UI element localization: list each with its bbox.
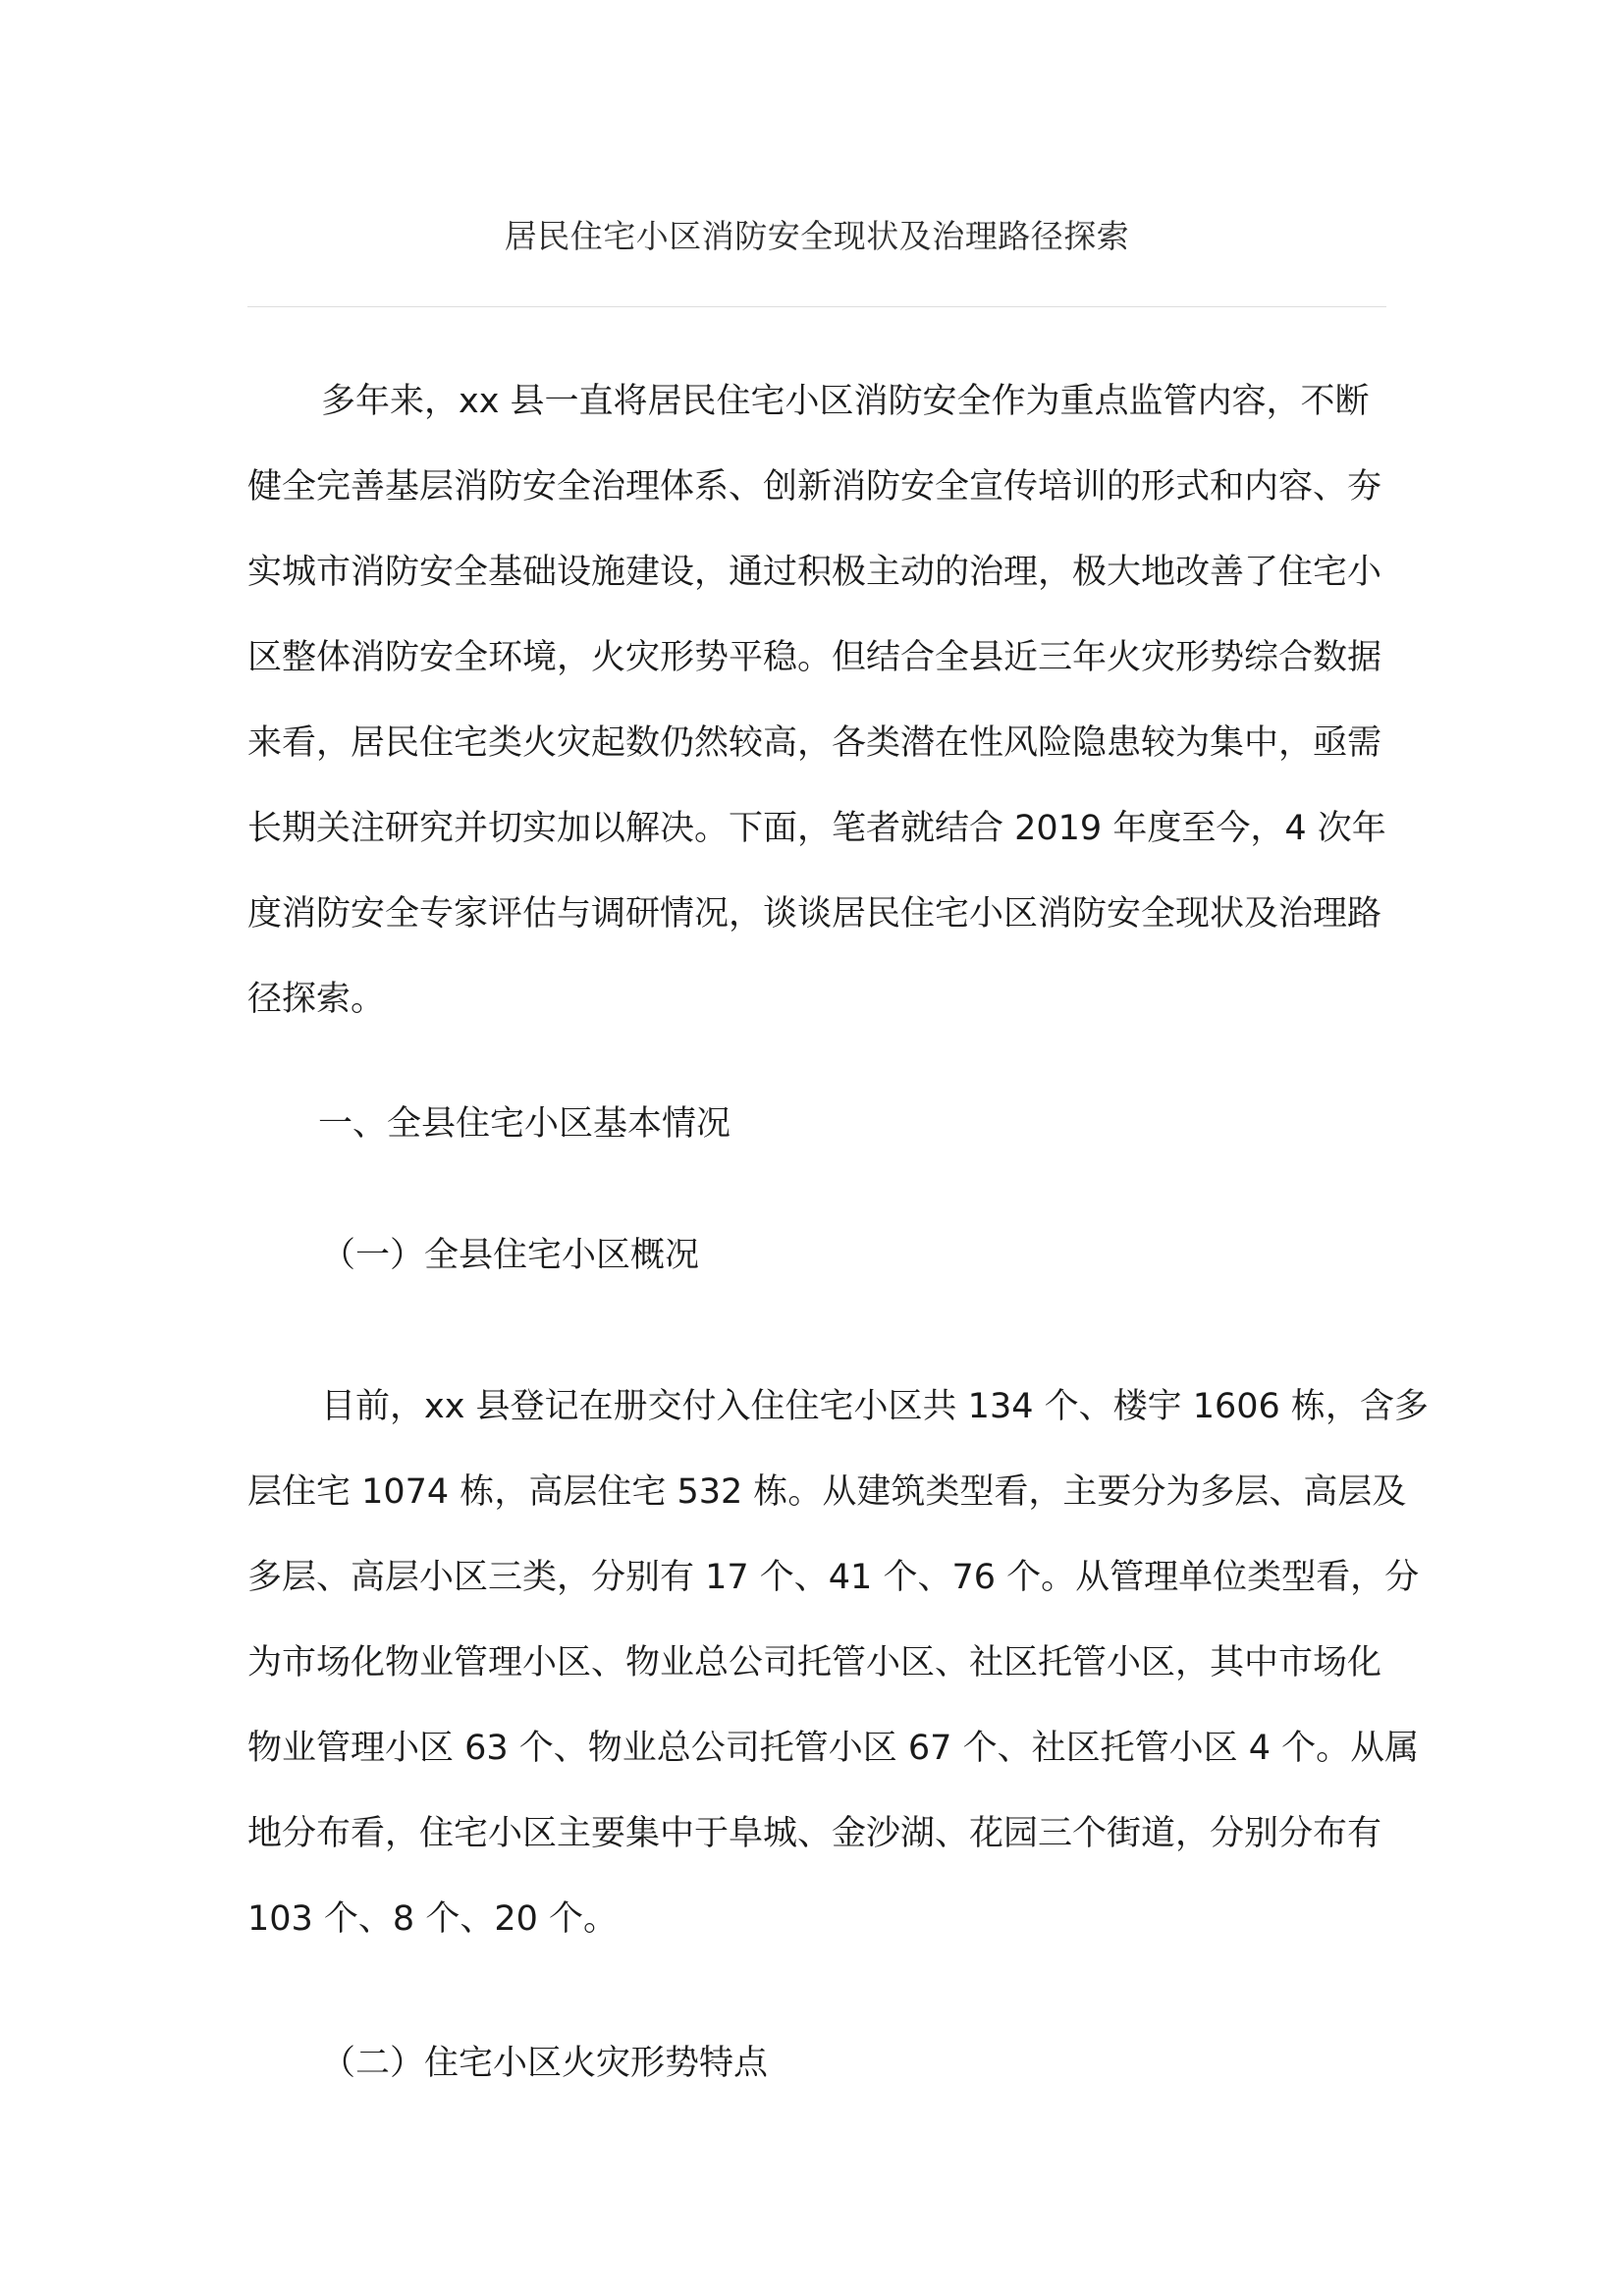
overview-paragraph xyxy=(247,1364,1429,1962)
section-heading: 一、全县住宅小区基本情况 xyxy=(318,1104,731,1144)
intro-paragraph xyxy=(247,359,1386,1042)
paragraph-line: 实城市消防安全基础设施建设，通过积极主动的治理，极大地改善了住宅小 xyxy=(247,553,1382,592)
paragraph-line: 103 个、8 个、20 个。 xyxy=(247,1899,618,1939)
paragraph-line: 层住宅 1074 栋，高层住宅 532 栋。从建筑类型看，主要分为多层、高层及 xyxy=(247,1472,1407,1512)
subsection-heading: （二）住宅小区火灾形势特点 xyxy=(321,2044,769,2083)
paragraph-line: 径探索。 xyxy=(247,980,386,1019)
paragraph-line: 区整体消防安全环境，火灾形势平稳。但结合全县近三年火灾形势综合数据 xyxy=(247,638,1382,677)
paragraph-line: 物业管理小区 63 个、物业总公司托管小区 67 个、社区托管小区 4 个。从属 xyxy=(247,1729,1420,1768)
paragraph-line: 多层、高层小区三类，分别有 17 个、41 个、76 个。从管理单位类型看，分 xyxy=(247,1558,1420,1597)
paragraph-line: 健全完善基层消防安全治理体系、创新消防安全宣传培训的形式和内容、夯 xyxy=(247,467,1382,507)
title-divider xyxy=(247,306,1386,307)
subsection-heading: （一）全县住宅小区概况 xyxy=(321,1236,700,1275)
document-title: 居民住宅小区消防安全现状及治理路径探索 xyxy=(504,217,1130,255)
paragraph-line: 来看，居民住宅类火灾起数仍然较高，各类潜在性风险隐患较为集中，亟需 xyxy=(247,723,1382,763)
paragraph-line: 多年来，xx 县一直将居民住宅小区消防安全作为重点监管内容，不断 xyxy=(321,382,1370,421)
paragraph-line: 为市场化物业管理小区、物业总公司托管小区、社区托管小区，其中市场化 xyxy=(247,1643,1382,1682)
paragraph-line: 地分布看，住宅小区主要集中于阜城、金沙湖、花园三个街道，分别分布有 xyxy=(247,1814,1382,1853)
paragraph-line: 度消防安全专家评估与调研情况，谈谈居民住宅小区消防安全现状及治理路 xyxy=(247,894,1382,934)
paragraph-line: 长期关注研究并切实加以解决。下面，笔者就结合 2019 年度至今，4 次年 xyxy=(247,809,1386,848)
paragraph-line: 目前，xx 县登记在册交付入住住宅小区共 134 个、楼宇 1606 栋，含多 xyxy=(321,1387,1429,1426)
